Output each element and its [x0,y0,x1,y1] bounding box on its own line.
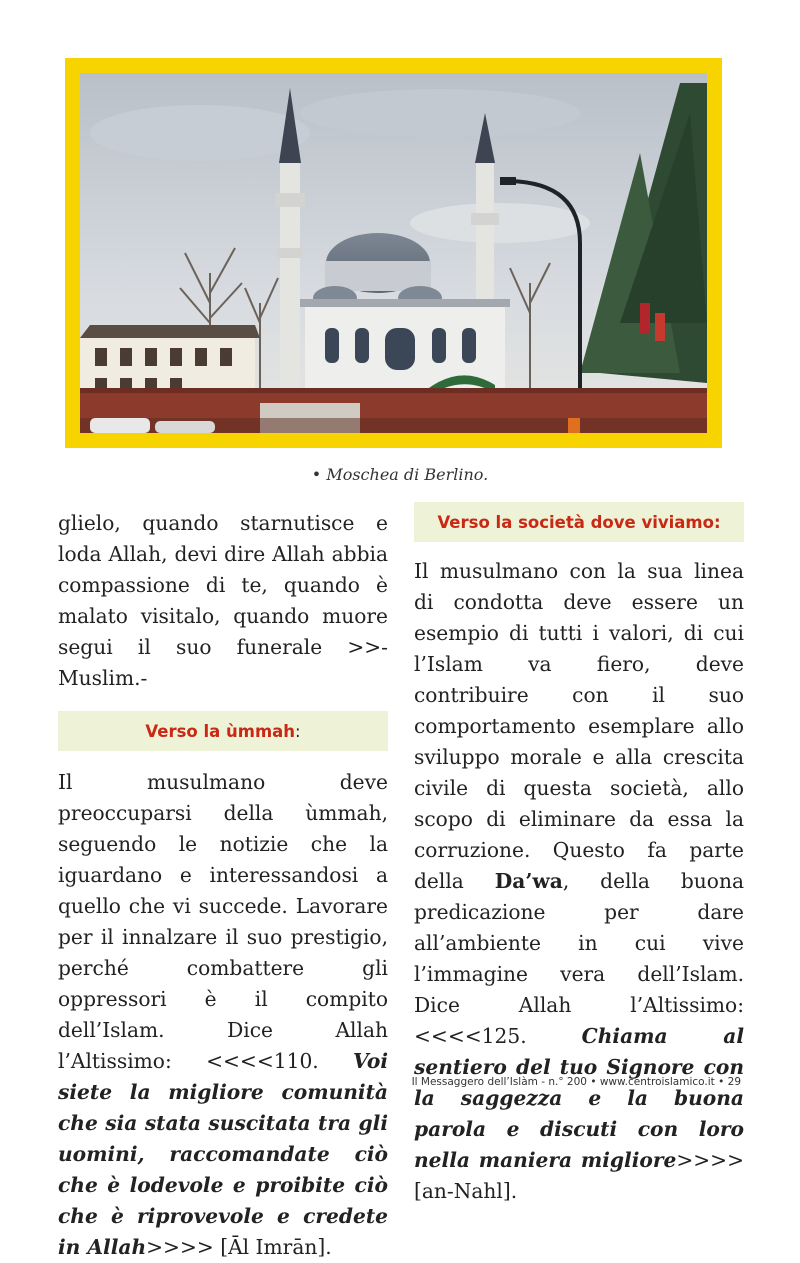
heading-ummah-label: Verso la ùmmah [145,721,296,741]
left-paragraph-2-ref: >>>> [Āl Imrān]. [146,1235,332,1259]
left-paragraph-2 [58,767,388,1263]
left-column [58,508,388,1263]
dawa-term: Da’wa [494,869,563,893]
right-quran-quote: Chiama al sentiero del tuo Signore con la saggezza e la buona parola e discuti con loro nella maniera migliore [414,1024,744,1172]
right-column [411,508,744,1207]
right-paragraph [411,556,744,1207]
right-paragraph-mid: , della buona predicazione per dare all’ambiente in cui vive l’immagine vera dell’Islam. Dice Allah l’Altissimo: <<<<125. [414,869,744,1048]
heading-ummah-colon: : [295,721,301,741]
left-quran-quote: Voi siete la migliore comunità che sia stata suscitata tra gli uomini, raccomandate ciò che è lodevole e proibite ciò che è riprovevole e credete in Allah [58,1049,388,1259]
photo-frame [65,58,722,448]
left-paragraph-2-text: Il musulmano deve preoccuparsi della ùmmah, seguendo le notizie che la iguardano e interessandosi a quello che vi succede. Lavorare per il innalzare il suo prestigio, perché combattere gli oppressori è il compito dell’Islam. Dice Allah l’Altissimo: <<<<110. [58,770,388,1073]
right-paragraph-text: Il musulmano con la sua linea di condotta deve essere un esempio di tutti i valori, di cui l’Islam va fiero, deve contribuire con il suo comportamento esemplare allo sviluppo morale e alla crescita civile di questa società, allo scopo di eliminare da essa la corruzione. Questo fa parte della [414,559,744,893]
left-paragraph-1: glielo, quando starnutisce e loda Allah, devi dire Allah abbia compassione di te, quando è malato visitalo, quando muore segui il suo funerale >>- Muslim.- [58,511,388,690]
heading-societa: Verso la società dove viviamo: [414,502,744,542]
mosque-photo [80,73,707,433]
photo-caption: • Moschea di Berlino. [311,465,489,484]
right-paragraph-ref: >>>>[an-Nahl]. [414,1148,744,1203]
page-footer: Il Messaggero dell’Islàm - n.° 200 • www.centroislamico.it • 29 [411,1076,741,1088]
heading-ummah [58,711,388,751]
